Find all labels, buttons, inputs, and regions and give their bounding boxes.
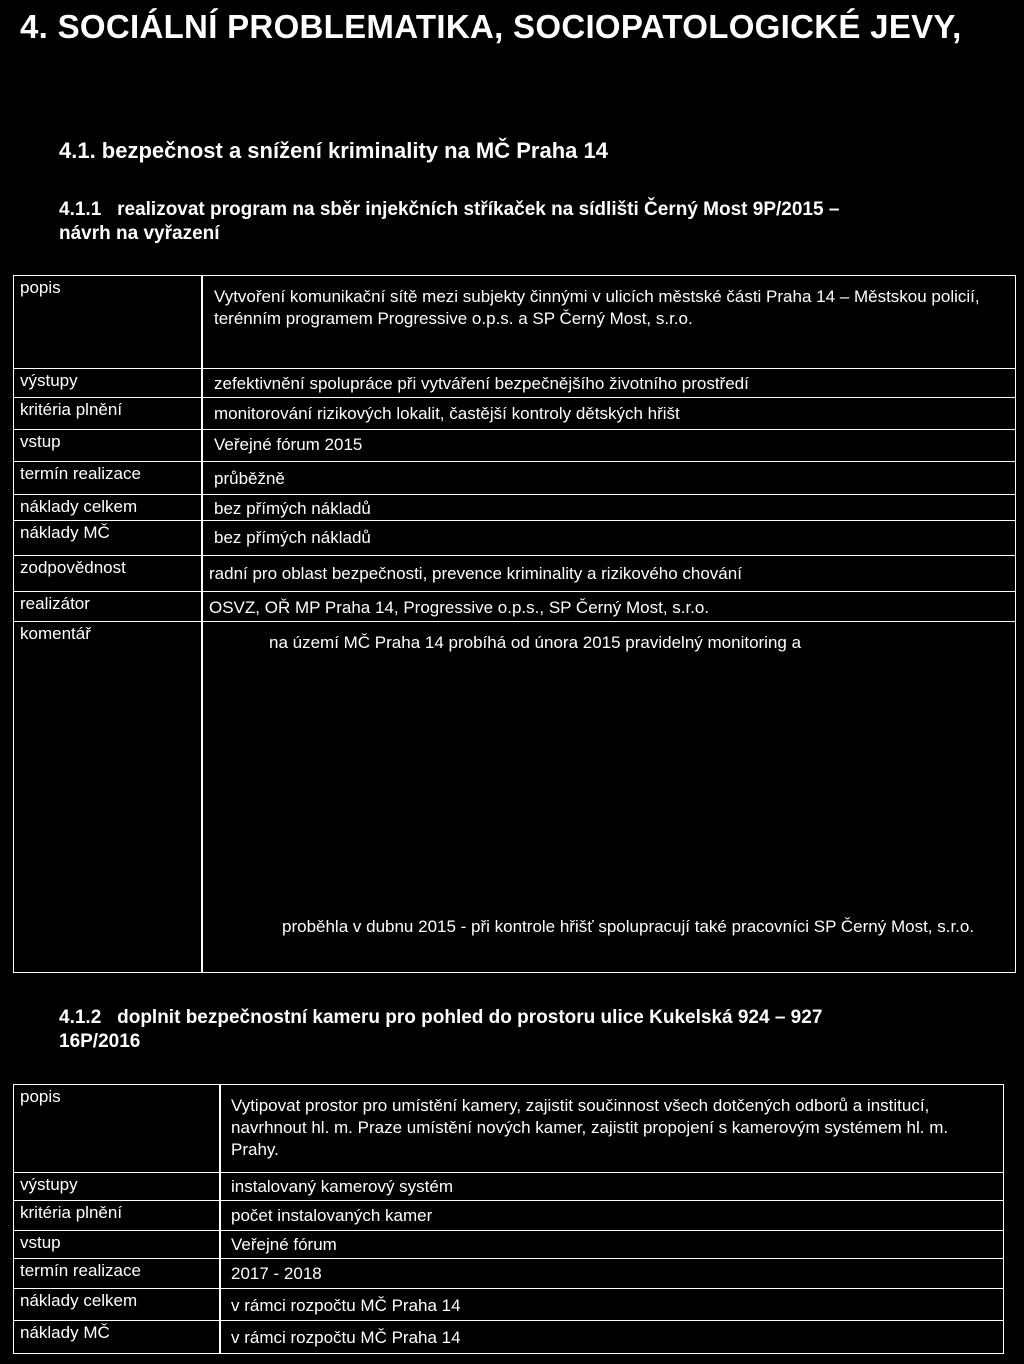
item-title-line2: 16P/2016 xyxy=(59,1031,141,1052)
row-label: popis xyxy=(20,278,61,297)
row-label: komentář xyxy=(20,624,91,643)
row-label: náklady MČ xyxy=(20,523,110,542)
row-value: instalovaný kamerový systém xyxy=(231,1177,454,1196)
row-label: vstup xyxy=(20,1233,61,1252)
table-row xyxy=(14,1321,1003,1353)
row-value: v rámci rozpočtu MČ Praha 14 xyxy=(231,1328,461,1347)
row-label: zodpovědnost xyxy=(20,558,126,577)
table-row xyxy=(14,622,1015,971)
row-label: termín realizace xyxy=(20,1261,141,1280)
row-label: výstupy xyxy=(20,1175,78,1194)
row-label: výstupy xyxy=(20,371,78,390)
row-label: popis xyxy=(20,1087,61,1106)
row-value: 2017 - 2018 xyxy=(231,1264,322,1283)
table-row xyxy=(14,276,1015,369)
table-row xyxy=(14,430,1015,462)
row-value: radní pro oblast bezpečnosti, prevence kriminality a rizikového chování xyxy=(209,564,742,583)
table-row xyxy=(14,1289,1003,1321)
row-label: vstup xyxy=(20,432,61,451)
item-title-line2: návrh na vyřazení xyxy=(59,223,220,244)
row-value: bez přímých nákladů xyxy=(214,528,371,547)
table-row xyxy=(14,1231,1003,1259)
table-row xyxy=(14,1201,1003,1231)
row-value: Veřejné fórum xyxy=(231,1235,337,1254)
table-4-1-1 xyxy=(13,275,1016,973)
row-label: kritéria plnění xyxy=(20,400,123,419)
row-value: Vytvoření komunikační sítě mezi subjekty činnými v ulicích městské části Praha 14 – Městskou policií, terénním programem Progressive o.p.s. a SP Černý Most, s.r.o. xyxy=(214,287,980,328)
chapter-heading: 4. SOCIÁLNÍ PROBLEMATIKA, SOCIOPATOLOGICKÉ JEVY, xyxy=(20,8,962,45)
row-label: kritéria plnění xyxy=(20,1203,123,1222)
table-row xyxy=(14,495,1015,521)
item-title-4-1-2 xyxy=(59,1006,979,1054)
item-number: 4.1.2 xyxy=(59,1007,102,1028)
table-row xyxy=(14,398,1015,430)
table-row xyxy=(14,521,1015,556)
row-label: náklady MČ xyxy=(20,1323,110,1342)
row-label: termín realizace xyxy=(20,464,141,483)
table-row xyxy=(14,1173,1003,1201)
section-heading: 4.1. bezpečnost a snížení kriminality na MČ Praha 14 xyxy=(59,138,608,163)
row-value: OSVZ, OŘ MP Praha 14, Progressive o.p.s., SP Černý Most, s.r.o. xyxy=(209,598,710,617)
table-row xyxy=(14,556,1015,592)
table-row xyxy=(14,1259,1003,1289)
row-label: náklady celkem xyxy=(20,497,138,516)
table-row xyxy=(14,369,1015,398)
row-value-continued: proběhla v dubnu 2015 - při kontrole hřišť spolupracují také pracovníci SP Černý Most, s.r.o. xyxy=(282,917,975,936)
row-value: bez přímých nákladů xyxy=(214,499,371,518)
item-title-line1: realizovat program na sběr injekčních stříkaček na sídlišti Černý Most 9P/2015 – xyxy=(117,199,840,220)
table-row xyxy=(14,1085,1003,1173)
row-value: zefektivnění spolupráce při vytváření bezpečnějšího životního prostředí xyxy=(214,374,749,393)
row-value: počet instalovaných kamer xyxy=(231,1206,433,1225)
table-4-1-2 xyxy=(13,1084,1004,1354)
table-row xyxy=(14,462,1015,495)
item-title-4-1-1 xyxy=(59,198,979,246)
row-label: náklady celkem xyxy=(20,1291,138,1310)
row-value: Vytipovat prostor pro umístění kamery, zajistit součinnost všech dotčených odborů a institucí, navrhnout hl. m. Praze umístění nových kamer, zajistit propojení s kamerovým systémem hl. m. Prahy. xyxy=(231,1096,949,1159)
row-value: v rámci rozpočtu MČ Praha 14 xyxy=(231,1296,461,1315)
table-row xyxy=(14,592,1015,622)
row-value: průběžně xyxy=(214,469,285,488)
item-number: 4.1.1 xyxy=(59,199,102,220)
row-value: Veřejné fórum 2015 xyxy=(214,435,363,454)
item-title-line1: doplnit bezpečnostní kameru pro pohled do prostoru ulice Kukelská 924 – 927 xyxy=(117,1007,823,1028)
row-value: na území MČ Praha 14 probíhá od února 2015 pravidelný monitoring a xyxy=(269,633,802,652)
row-value: monitorování rizikových lokalit, častější kontroly dětských hřišt xyxy=(214,404,680,423)
row-label: realizátor xyxy=(20,594,90,613)
